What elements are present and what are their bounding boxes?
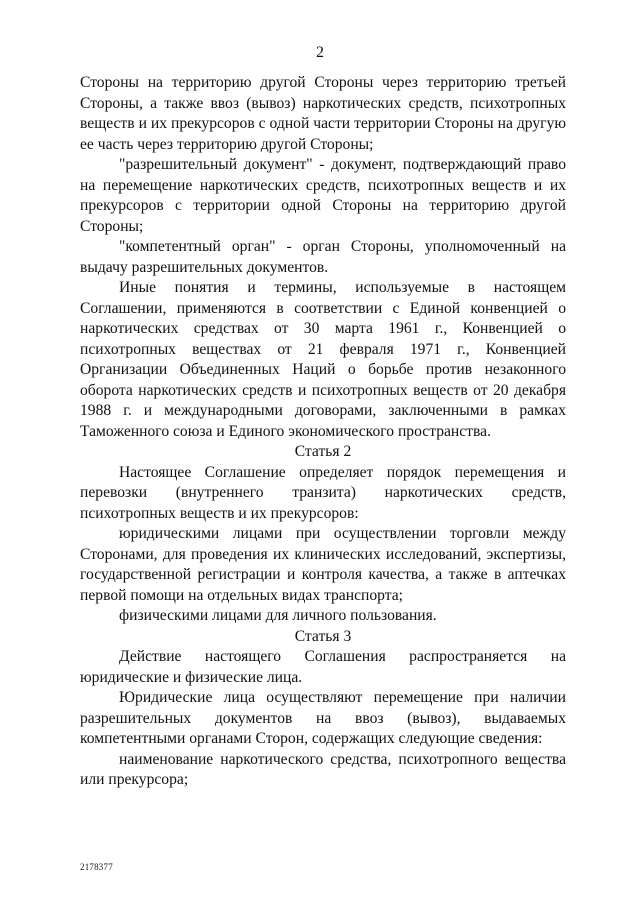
article-2-paragraph: Настоящее Соглашение определяет порядок перемещения и перевозки (внутреннего транзита) наркотических средств, психотропных веществ и их прекурсоров:: [80, 463, 566, 522]
document-code: 2178377: [80, 862, 113, 872]
paragraph-continuation: Стороны на территорию другой Стороны через территорию третьей Стороны, а также ввоз (вывоз) наркотических средств, психотропных веществ и их прекурсоров с одной части территории Стороны на другую ее часть через территорию другой Стороны;: [80, 74, 566, 153]
article-2-paragraph: юридическими лицами при осуществлении торговли между Сторонами, для проведения их клинических исследований, экспертизы, государственной регистрации и контроля качества, а также в аптечках первой помощи на отдельных видах транспорта;: [80, 525, 566, 604]
article-3-paragraph: Действие настоящего Соглашения распространяется на юридические и физические лица.: [80, 648, 566, 686]
article-3-paragraph: Юридические лица осуществляют перемещение при наличии разрешительных документов на ввоз (вывоз), выдаваемых компетентными органами Сторон, содержащих следующие сведения:: [80, 689, 566, 747]
paragraph-definition-permit: "разрешительный документ" - документ, подтверждающий право на перемещение наркотических средств, психотропных веществ и их прекурсоров с территории одной Стороны на территорию другой Стороны;: [80, 156, 566, 235]
article-2-paragraph: физическими лицами для личного пользования.: [119, 607, 437, 624]
paragraph-other-terms: Иные понятия и термины, используемые в настоящем Соглашении, применяются в соответствии с Единой конвенцией о наркотических средствах от 30 марта 1961 г., Конвенцией о психотропных веществах от 21 февраля 1971 г., Конвенцией Организации Объединенных Наций о борьбе против незаконного оборота наркотических средств и психотропных веществ от 20 декабря 1988 г. и международными договорами, заключенными в рамках Таможенного союза и Единого экономического пространства.: [80, 279, 566, 440]
page-number: 2: [316, 44, 324, 61]
article-2-heading: Статья 2: [294, 443, 352, 460]
document-body: [80, 73, 566, 791]
article-3-paragraph: наименование наркотического средства, психотропного вещества или прекурсора;: [80, 750, 566, 788]
article-3-heading: Статья 3: [294, 627, 352, 645]
paragraph-definition-authority: "компетентный орган" - орган Стороны, уполномоченный на выдачу разрешительных документов.: [80, 238, 566, 276]
